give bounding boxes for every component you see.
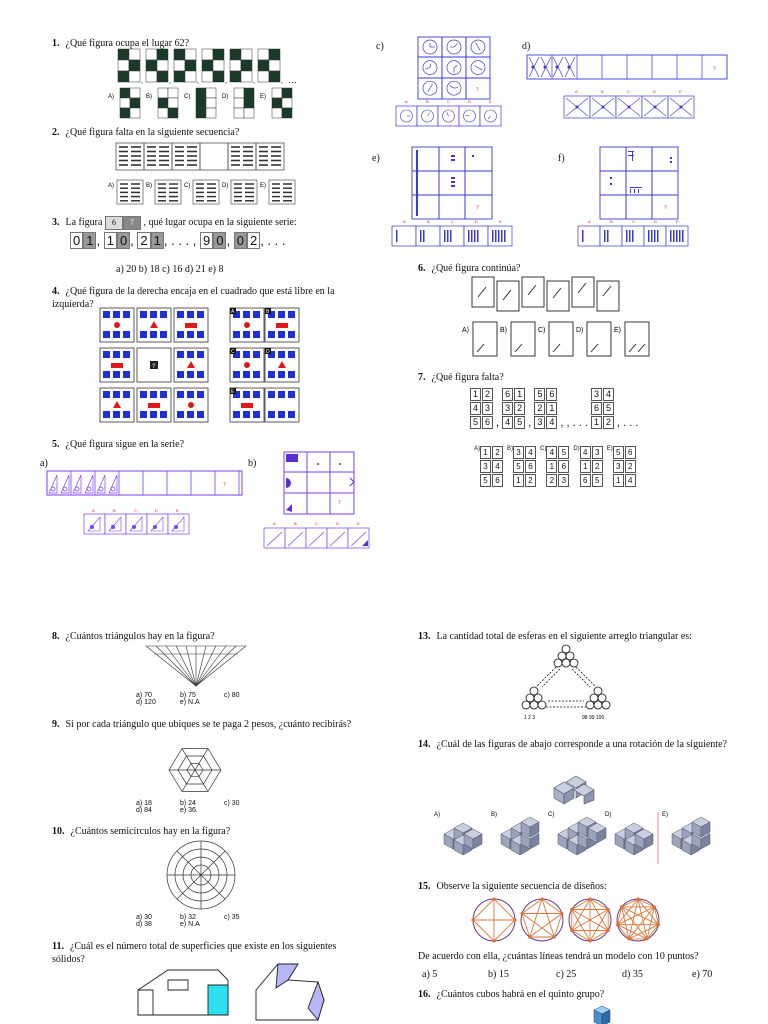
q7-option-label: B) [507, 446, 513, 452]
grid-cell: 4 [625, 474, 636, 487]
svg-text:1 2 3: 1 2 3 [524, 715, 536, 721]
q8-ray [196, 646, 206, 686]
grid-cell: 5 [603, 402, 614, 415]
q1-figure [230, 49, 252, 82]
grid-cell: 1 [580, 460, 591, 473]
grid-cell: 3 [482, 402, 493, 415]
q15-point [616, 923, 619, 926]
q6-figure [522, 277, 544, 307]
svg-text:?: ? [338, 500, 341, 506]
q15-point [653, 905, 656, 908]
q5-label-c: c) [376, 41, 384, 52]
q4-missing-cell [137, 348, 171, 382]
q5e-option [416, 226, 440, 246]
q2-option-label: A) [108, 183, 114, 189]
q5f-option-label: B [610, 219, 613, 224]
grid-cell: 5 [514, 416, 525, 429]
question-2: 2. ¿Qué figura falta en la siguiente secuencia? [52, 127, 240, 138]
q14-option [444, 823, 482, 855]
q1-option [196, 88, 216, 118]
question-14: 14. ¿Cuál de las figuras de abajo corresponde a una rotación de la siguiente? [418, 739, 727, 750]
q5e-option-label: E [499, 219, 502, 224]
q14-reference-figure [552, 774, 596, 804]
q6-option [511, 322, 535, 356]
q1-option-label: D) [222, 94, 229, 100]
question-5: 5. ¿Qué figura sigue en la serie? [52, 439, 185, 450]
q6-sequence [472, 277, 628, 313]
q7-option [480, 446, 503, 487]
q6-option-label: D) [576, 327, 584, 334]
q1-figure [146, 49, 168, 82]
q5f-grid [600, 147, 680, 221]
q6-option [587, 322, 611, 356]
q5a-option-label: C [134, 508, 137, 513]
svg-text:,: , [197, 78, 199, 85]
q9-answers: a) 18 b) 24 c) 30 d) 84 e) 36. [136, 800, 240, 814]
grid-cell: 4 [603, 388, 614, 401]
figure-7: 7 [123, 216, 141, 230]
series-item: 9 0 [200, 232, 226, 249]
q5e-option [464, 226, 488, 246]
svg-text:,: , [225, 78, 227, 85]
question-1: 1. ¿Qué figura ocupa el lugar 62? [52, 38, 190, 49]
q7-option [613, 446, 636, 487]
grid-cell: 2 [603, 416, 614, 429]
grid-cell: 1 [470, 388, 481, 401]
q15-point [528, 935, 531, 938]
grid-cell: 6 [591, 402, 602, 415]
grid-cell: 2 [525, 474, 536, 487]
q5a-sequence [47, 471, 243, 497]
q5a-option-label: E [176, 508, 179, 513]
q14-option [672, 817, 710, 855]
svg-text:,: , [169, 78, 171, 85]
q7-grid [534, 388, 557, 429]
series-item: 1 0 [104, 232, 130, 249]
q15-circle [521, 899, 563, 941]
q5a-option-label: D [155, 508, 158, 513]
q14-option [501, 817, 539, 855]
q1-option-label: C) [184, 94, 191, 100]
q5b-option-label: D [336, 521, 339, 526]
grid-cell: 3 [480, 460, 491, 473]
q4-cell [174, 308, 208, 342]
question-9: 9. Si por cada triángulo que ubiques se te paga 2 pesos, ¿cuánto recibirás? [52, 719, 352, 730]
q6-figure [572, 277, 594, 307]
grid-cell: 5 [480, 474, 491, 487]
q6-figure [472, 277, 494, 307]
q5b-options [264, 520, 376, 550]
grid-cell: 5 [558, 446, 569, 459]
grid-cell: 1 [613, 474, 624, 487]
q5a-option-label: B [113, 508, 116, 513]
q1-option [158, 88, 178, 118]
q4-cell [100, 308, 134, 342]
q15-point [620, 905, 623, 908]
q13-sphere [570, 659, 578, 667]
q15-answers: a) 5 b) 15 c) 25 d) 35 e) 70 [422, 969, 713, 980]
q5e-option [440, 226, 464, 246]
q5c-grid [418, 37, 492, 101]
grid-cell: 4 [525, 446, 536, 459]
q5d-option-label: B [601, 89, 604, 94]
q2-sequence [116, 143, 286, 171]
q14-option-label: E) [662, 812, 668, 818]
q14-option-label: A) [434, 812, 440, 818]
q7-grid [502, 388, 525, 429]
grid-cell: 6 [502, 388, 513, 401]
q6-figure [547, 281, 569, 311]
q7-grid [591, 388, 614, 429]
q7-option-label: D) [573, 446, 580, 452]
q15-point [520, 912, 523, 915]
series-item: 0 2 [234, 232, 260, 249]
question-8: 8. ¿Cuántos triángulos hay en la figura? [52, 631, 215, 642]
q15-point [607, 908, 610, 911]
svg-text:?: ? [664, 205, 667, 211]
grid-cell: 5 [592, 474, 603, 487]
q7-option-label: E) [606, 446, 613, 452]
q5-label-a: a) [40, 458, 48, 469]
q7-option-label: C) [540, 446, 547, 452]
q5f-options [578, 218, 692, 248]
grid-cell: 2 [514, 402, 525, 415]
q15-point [513, 918, 516, 921]
q15-point [588, 897, 591, 900]
q4-cell [174, 388, 208, 422]
q14-option [558, 817, 606, 855]
q5b-option [264, 528, 285, 548]
q7-sequence: 1 2 4 3 5 6 , 6 1 3 2 4 5 , 5 6 2 1 3 4 , , . . . 3 4 6 5 1 2 , . . . [470, 388, 638, 429]
grid-cell: 5 [534, 388, 545, 401]
q1-figure [202, 49, 224, 82]
q5d-option-label: E [679, 89, 682, 94]
q8-ray [196, 646, 216, 686]
grid-cell: 3 [613, 460, 624, 473]
q5e-option [392, 226, 416, 246]
q5c-option-label: C [447, 99, 450, 104]
q2-option-label: E) [260, 183, 266, 189]
question-3: 3. La figura 6 7 , qué lugar ocupa en la siguiente serie: [52, 217, 297, 228]
q7-option [580, 446, 603, 487]
grid-cell: 5 [513, 460, 524, 473]
svg-text:,: , [253, 78, 255, 85]
q8-ray [176, 646, 196, 686]
series-item: 0 1 [70, 232, 96, 249]
q5b-option-label: C [315, 521, 318, 526]
q4-option-label: A [231, 309, 235, 315]
q3-series: 0 1 , 1 0 , 2 1 , . . . , 9 0 , 0 2 , . . . [70, 233, 285, 248]
svg-text:?: ? [713, 66, 716, 72]
q5d-sequence [527, 55, 729, 81]
q5e-options [392, 218, 516, 248]
q5-label-f: f) [558, 153, 565, 164]
q5b-grid [284, 452, 356, 516]
grid-cell: 4 [546, 416, 557, 429]
grid-cell: 1 [513, 474, 524, 487]
q8-answers: a) 70 b) 75 c) 80 d) 120 e) N.A [136, 692, 240, 706]
grid-cell: 3 [591, 388, 602, 401]
q5b-option-label: A [273, 521, 276, 526]
q7-grid [470, 388, 493, 429]
q5f-option [600, 226, 622, 246]
question-16: 16. ¿Cuántos cubos habrá en el quinto grupo? [418, 989, 605, 1000]
grid-cell: 3 [534, 416, 545, 429]
q5c-option-label: B [426, 99, 429, 104]
q5c-options [396, 98, 508, 128]
q8-ray [146, 646, 196, 686]
q6-option-label: B) [500, 327, 507, 334]
svg-text:…: … [288, 75, 297, 85]
q8-ray [186, 646, 196, 686]
question-11: 11. ¿Cuál es el número total de superficies que existe en los siguientes sólidos? [52, 941, 337, 965]
q2-option-label: B) [146, 183, 152, 189]
grid-cell: 4 [502, 416, 513, 429]
q5e-option-label: A [403, 219, 406, 224]
grid-cell: 3 [558, 474, 569, 487]
svg-text:?: ? [476, 205, 479, 211]
q5c-option-label: E [489, 99, 492, 104]
grid-cell: 1 [546, 402, 557, 415]
q4-missing-mark: ? [152, 364, 156, 370]
figure-6: 6 [105, 216, 123, 230]
q5e-option-label: B [427, 219, 430, 224]
q13-sphere [594, 687, 602, 695]
q8-ray [166, 646, 196, 686]
grid-cell: 2 [625, 460, 636, 473]
q6-option-label: E) [614, 327, 621, 334]
q6-option [625, 322, 649, 356]
q1-figure [174, 49, 196, 82]
svg-text:,: , [141, 78, 143, 85]
q15-point [570, 908, 573, 911]
grid-cell: 2 [482, 388, 493, 401]
q4-cell [100, 348, 134, 382]
q8-ray [196, 646, 236, 686]
q8-fan-figure [146, 644, 246, 688]
q6-figure [497, 281, 519, 311]
q5d-option-label: D [653, 89, 656, 94]
q15-point [553, 935, 556, 938]
q5-label-b: b) [248, 458, 257, 469]
q13-spheres-figure [520, 643, 612, 721]
q14-option [615, 823, 653, 855]
q15-followup: De acuerdo con ella, ¿cuántas líneas tendrá un modelo con 10 puntos? [418, 951, 699, 962]
q1-option [120, 88, 140, 118]
svg-text:,: , [281, 78, 283, 85]
q4-option [265, 388, 299, 422]
q8-ray [196, 646, 246, 686]
series-item: 2 1 [137, 232, 163, 249]
q5b-option-label: E [357, 521, 360, 526]
grid-cell: 6 [492, 474, 503, 487]
grid-cell: 3 [592, 446, 603, 459]
q5f-option-label: D [654, 219, 657, 224]
grid-cell: 6 [546, 388, 557, 401]
q14-option-label: C) [548, 812, 555, 818]
q4-cell [100, 388, 134, 422]
grid-cell: 6 [482, 416, 493, 429]
q13-sphere [562, 659, 570, 667]
grid-cell: 1 [514, 388, 525, 401]
q15-point [627, 937, 630, 940]
q15-point [607, 929, 610, 932]
q7-option-label: A) [474, 446, 480, 452]
q6-option-label: A) [462, 327, 469, 334]
grid-cell: 1 [546, 460, 557, 473]
q5-label-e: e) [372, 153, 380, 164]
q5a-options [84, 507, 194, 537]
grid-cell: 4 [470, 402, 481, 415]
q5f-option-label: C [632, 219, 635, 224]
q1-figure [258, 49, 280, 82]
q5f-option [578, 226, 600, 246]
q5f-option-label: E [676, 219, 679, 224]
q6-options [462, 320, 682, 358]
q10-circles-figure [164, 838, 238, 912]
q4-option-label: B [266, 309, 270, 315]
q4-option-label: C [231, 349, 235, 355]
question-15: 15. Observe la siguiente secuencia de diseños: [418, 881, 607, 892]
q1-sequence [118, 49, 308, 85]
q5-label-d: d) [522, 41, 531, 52]
q4-cell [137, 308, 171, 342]
grid-cell: 6 [558, 460, 569, 473]
q5d-option-label: C [627, 89, 630, 94]
grid-cell: 4 [546, 446, 557, 459]
q2-option-label: D) [222, 183, 229, 189]
q15-point [570, 929, 573, 932]
grid-cell: 4 [580, 446, 591, 459]
q14-options [430, 808, 730, 866]
q14-option-label: D) [605, 812, 612, 818]
q6-figure [597, 281, 619, 311]
q4-cell [137, 388, 171, 422]
q8-ray [196, 646, 226, 686]
q1-options [108, 88, 303, 120]
grid-cell: 3 [502, 402, 513, 415]
grid-cell: 5 [613, 446, 624, 459]
q1-option [272, 88, 292, 118]
svg-text:?: ? [223, 482, 226, 488]
q5e-option [488, 226, 512, 246]
q1-option-label: E) [260, 94, 266, 100]
grid-cell: 1 [591, 416, 602, 429]
q7-option [546, 446, 569, 487]
q6-option [549, 322, 573, 356]
grid-cell: 4 [492, 460, 503, 473]
q5b-option [285, 528, 306, 548]
q7-options [474, 446, 640, 487]
q1-figure [118, 49, 140, 82]
grid-cell: 2 [534, 402, 545, 415]
question-7: 7. ¿Qué figura falta? [418, 372, 504, 383]
q5e-grid [412, 147, 494, 221]
grid-cell: 6 [625, 446, 636, 459]
question-6: 6. ¿Qué figura continúa? [418, 263, 521, 274]
q14-option-label: B) [491, 812, 497, 818]
q9-hexagon-figure [158, 742, 232, 798]
grid-cell: 6 [580, 474, 591, 487]
q4-option-label: E [231, 389, 235, 395]
grid-cell: 3 [513, 446, 524, 459]
svg-text:?: ? [476, 87, 479, 93]
q4-cell [174, 348, 208, 382]
q13-sphere [554, 659, 562, 667]
q3-answers: a) 20 b) 18 c) 16 d) 21 e) 8 [116, 264, 224, 275]
q2-options [108, 178, 303, 208]
q5e-option-label: D [475, 219, 478, 224]
q15-point [588, 939, 591, 942]
grid-cell: 2 [592, 460, 603, 473]
q2-option-label: C) [184, 183, 191, 189]
grid-cell: 6 [525, 460, 536, 473]
q15-point [657, 923, 660, 926]
grid-cell: 2 [492, 446, 503, 459]
q5b-option [306, 528, 327, 548]
q6-option-label: C) [538, 327, 546, 334]
q5b-option [327, 528, 348, 548]
q1-option [234, 88, 254, 118]
q5d-option-label: A [575, 89, 578, 94]
q15-designs [470, 896, 670, 946]
q11-solids-figure [128, 960, 348, 1022]
q16-cube-figure [590, 1004, 614, 1024]
question-4: 4. ¿Qué figura de la derecha encaja en el cuadrado que está libre en la izquierda? [52, 286, 335, 310]
grid-cell: 1 [480, 446, 491, 459]
q15-point [492, 939, 495, 942]
q1-option-label: B) [146, 94, 152, 100]
q15-point [492, 897, 495, 900]
q5c-option-label: D [468, 99, 471, 104]
q15-point [560, 912, 563, 915]
q5d-options [564, 88, 698, 120]
svg-text:98 99 100: 98 99 100 [582, 715, 605, 721]
q4-grid [100, 308, 310, 428]
q5e-option-label: C [451, 219, 454, 224]
q6-option [473, 322, 497, 356]
q5b-option-label: B [294, 521, 297, 526]
q15-point [646, 937, 649, 940]
q10-answers: a) 30 b) 32 c) 35 d) 38 e) N.A [136, 914, 240, 928]
q5f-option-label: A [588, 219, 591, 224]
q5c-option-label: A [405, 99, 408, 104]
q7-option [513, 446, 536, 487]
q15-point [540, 897, 543, 900]
q1-option-label: A) [108, 94, 114, 100]
q5a-option-label: A [92, 508, 95, 513]
question-10: 10. ¿Cuántos semicírculos hay en la figura? [52, 826, 231, 837]
grid-cell: 2 [546, 474, 557, 487]
q4-option-label: D [266, 349, 270, 355]
q8-ray [156, 646, 196, 686]
q15-point [636, 897, 639, 900]
grid-cell: 5 [470, 416, 481, 429]
q13-sphere [530, 687, 538, 695]
question-13: 13. La cantidad total de esferas en el siguiente arreglo triangular es: [418, 631, 692, 642]
q15-point [471, 918, 474, 921]
